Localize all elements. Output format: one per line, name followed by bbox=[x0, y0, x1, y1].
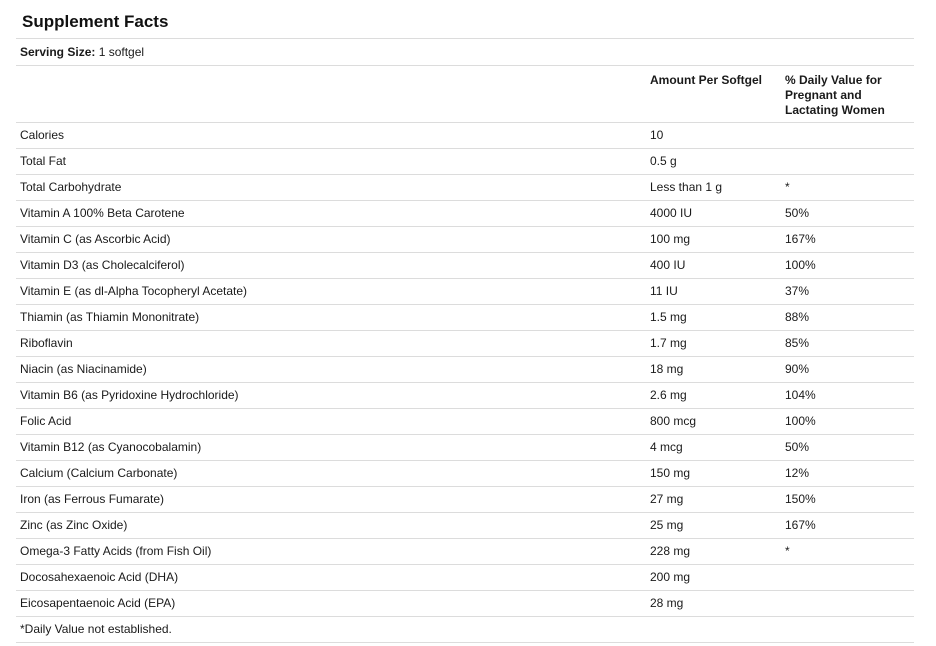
nutrient-name: Folic Acid bbox=[20, 414, 72, 428]
nutrient-daily-value: 100% bbox=[785, 258, 816, 272]
table-row bbox=[16, 435, 914, 461]
nutrient-name: Calcium (Calcium Carbonate) bbox=[20, 466, 178, 480]
nutrient-daily-value: 150% bbox=[785, 492, 816, 506]
nutrient-name: Vitamin B6 (as Pyridoxine Hydrochloride) bbox=[20, 388, 239, 402]
serving-size-value: 1 softgel bbox=[98, 45, 145, 59]
table-row bbox=[16, 201, 914, 227]
table-row bbox=[16, 539, 914, 565]
nutrient-name: Vitamin C (as Ascorbic Acid) bbox=[20, 232, 171, 246]
table-header bbox=[16, 66, 914, 123]
nutrient-amount: 150 mg bbox=[650, 466, 691, 480]
page-title: Supplement Facts bbox=[22, 12, 169, 31]
nutrient-daily-value: * bbox=[785, 544, 790, 558]
column-header-daily-value: % Daily Value for Pregnant and Lactating Women bbox=[785, 73, 885, 117]
serving-size bbox=[16, 39, 914, 66]
table-row bbox=[16, 357, 914, 383]
table-row bbox=[16, 565, 914, 591]
nutrient-amount: 25 mg bbox=[650, 518, 684, 532]
nutrient-amount: 11 IU bbox=[650, 284, 678, 298]
nutrient-daily-value: 90% bbox=[785, 362, 810, 376]
nutrient-daily-value: 85% bbox=[785, 336, 810, 350]
table-row bbox=[16, 253, 914, 279]
nutrient-daily-value: 50% bbox=[785, 440, 810, 454]
nutrient-amount: 2.6 mg bbox=[650, 388, 687, 402]
nutrient-amount: 800 mcg bbox=[650, 414, 697, 428]
table-row bbox=[16, 305, 914, 331]
nutrient-amount: 4 mcg bbox=[650, 440, 683, 454]
table-row bbox=[16, 513, 914, 539]
nutrient-name: Vitamin D3 (as Cholecalciferol) bbox=[20, 258, 185, 272]
nutrient-name: Vitamin A 100% Beta Carotene bbox=[20, 206, 185, 220]
nutrient-amount: Less than 1 g bbox=[650, 180, 723, 194]
nutrient-amount: 0.5 g bbox=[650, 154, 677, 168]
nutrient-amount: 10 bbox=[650, 128, 664, 142]
table-row bbox=[16, 123, 914, 149]
nutrient-daily-value: 12% bbox=[785, 466, 810, 480]
supplement-facts-table bbox=[16, 38, 914, 643]
table-row bbox=[16, 383, 914, 409]
nutrient-daily-value: 100% bbox=[785, 414, 816, 428]
table-row bbox=[16, 331, 914, 357]
nutrient-rows bbox=[16, 123, 914, 617]
nutrient-amount: 18 mg bbox=[650, 362, 684, 376]
footnote: *Daily Value not established. bbox=[16, 617, 914, 643]
table-row bbox=[16, 409, 914, 435]
table-row bbox=[16, 149, 914, 175]
nutrient-name: Calories bbox=[20, 128, 65, 142]
nutrient-name: Vitamin E (as dl-Alpha Tocopheryl Acetate) bbox=[20, 284, 248, 298]
nutrient-name: Omega-3 Fatty Acids (from Fish Oil) bbox=[20, 544, 212, 558]
nutrient-amount: 200 mg bbox=[650, 570, 691, 584]
nutrient-daily-value: 167% bbox=[785, 232, 816, 246]
nutrient-name: Niacin (as Niacinamide) bbox=[20, 362, 147, 376]
nutrient-amount: 4000 IU bbox=[650, 206, 693, 220]
table-row bbox=[16, 279, 914, 305]
nutrient-name: Eicosapentaenoic Acid (EPA) bbox=[20, 596, 176, 610]
nutrient-daily-value: 88% bbox=[785, 310, 810, 324]
nutrient-name: Total Fat bbox=[20, 154, 67, 168]
nutrient-daily-value: * bbox=[785, 180, 790, 194]
nutrient-daily-value: 104% bbox=[785, 388, 816, 402]
table-row bbox=[16, 227, 914, 253]
nutrient-name: Riboflavin bbox=[20, 336, 73, 350]
nutrient-name: Thiamin (as Thiamin Mononitrate) bbox=[20, 310, 200, 324]
nutrient-amount: 400 IU bbox=[650, 258, 686, 272]
nutrient-daily-value: 37% bbox=[785, 284, 810, 298]
nutrient-name: Iron (as Ferrous Fumarate) bbox=[20, 492, 165, 506]
nutrient-amount: 100 mg bbox=[650, 232, 691, 246]
nutrient-name: Total Carbohydrate bbox=[20, 180, 122, 194]
column-header-amount: Amount Per Softgel bbox=[650, 73, 763, 87]
table-row bbox=[16, 487, 914, 513]
nutrient-amount: 1.5 mg bbox=[650, 310, 687, 324]
nutrient-name: Zinc (as Zinc Oxide) bbox=[20, 518, 128, 532]
nutrient-amount: 28 mg bbox=[650, 596, 684, 610]
table-row bbox=[16, 591, 914, 617]
nutrient-amount: 1.7 mg bbox=[650, 336, 687, 350]
table-row bbox=[16, 175, 914, 201]
nutrient-amount: 228 mg bbox=[650, 544, 691, 558]
nutrient-daily-value: 167% bbox=[785, 518, 816, 532]
nutrient-daily-value: 50% bbox=[785, 206, 810, 220]
table-row bbox=[16, 461, 914, 487]
nutrient-name: Docosahexaenoic Acid (DHA) bbox=[20, 570, 179, 584]
nutrient-amount: 27 mg bbox=[650, 492, 684, 506]
nutrient-name: Vitamin B12 (as Cyanocobalamin) bbox=[20, 440, 202, 454]
serving-size-label: Serving Size: bbox=[20, 45, 96, 59]
